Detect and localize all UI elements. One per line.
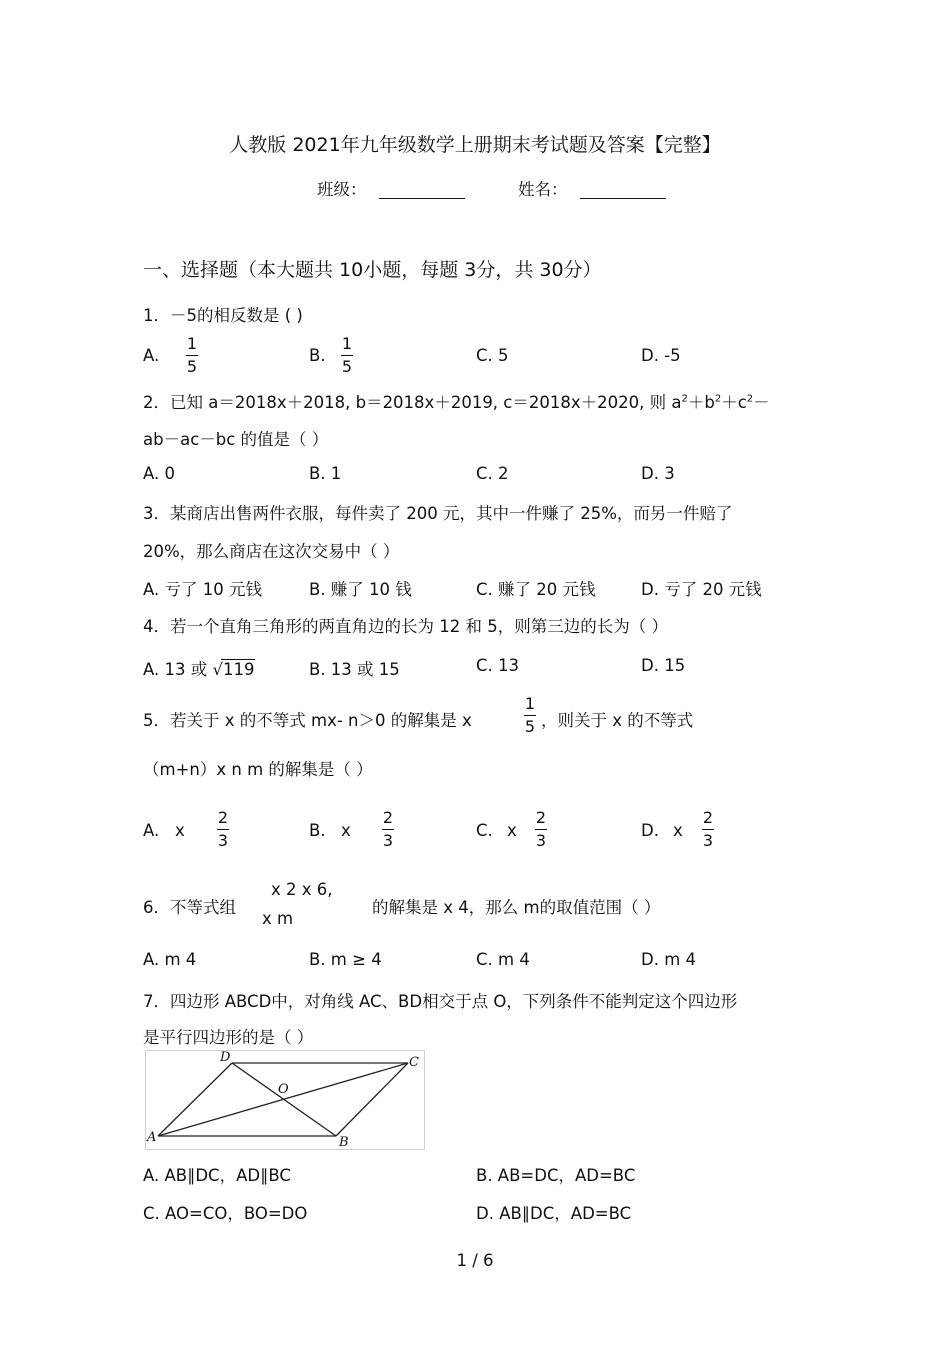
- q1-stem: 1．－5的相反数是 ( ): [143, 306, 303, 325]
- q7-stem-line1: 7．四边形 ABCD中，对角线 AC、BD相交于点 O，下列条件不能判定这个四边形: [143, 992, 738, 1011]
- q7-option-a: A. AB∥DC，AD∥BC: [143, 1166, 291, 1185]
- q5-d-denominator: 3: [702, 831, 714, 850]
- q4-option-a: [143, 656, 255, 680]
- q2-exponent-1: 2: [681, 393, 688, 405]
- fraction-bar: [382, 829, 394, 830]
- q5-option-a-label: A.: [143, 821, 160, 840]
- q5-option-b-x: x: [341, 821, 351, 840]
- q5-stem-part1: 5．若关于 x 的不等式 mx- n＞0 的解集是 x: [143, 711, 472, 730]
- q5-stem-line2: （m+n）x n m 的解集是（ ）: [143, 760, 373, 779]
- q5-d-numerator: 2: [702, 808, 714, 827]
- name-blank[interactable]: [580, 180, 666, 199]
- q1-option-a-label: A.: [143, 346, 160, 365]
- q2-stem-part4: －: [753, 393, 770, 412]
- q5-c-numerator: 2: [535, 808, 547, 827]
- q5-a-numerator: 2: [217, 808, 229, 827]
- q5-option-a-x: x: [175, 821, 185, 840]
- fraction-bar: [217, 829, 229, 830]
- q1-option-b-fraction: [341, 334, 353, 377]
- q1-b-numerator: 1: [341, 334, 353, 353]
- q5-numerator: 1: [524, 694, 536, 713]
- center-label-o: O: [278, 1082, 289, 1097]
- q2-stem: [143, 389, 770, 413]
- name-field: [518, 176, 666, 200]
- q7-option-b: B. AB=DC，AD=BC: [476, 1166, 636, 1185]
- q2-option-a: A. 0: [143, 464, 175, 483]
- q7-stem-line2: 是平行四边形的是（ ）: [143, 1028, 314, 1047]
- q4-option-d: D. 15: [641, 656, 686, 675]
- q3-stem-line2: 20%，那么商店在这次交易中（ ）: [143, 542, 400, 561]
- q5-a-denominator: 3: [217, 831, 229, 850]
- class-blank[interactable]: [379, 180, 465, 199]
- document-title: 人教版 2021年九年级数学上册期末考试题及答案【完整】: [229, 134, 721, 156]
- q5-option-c-x: x: [507, 821, 517, 840]
- q3-option-b: B. 赚了 10 钱: [309, 580, 412, 599]
- q3-option-c: C. 赚了 20 元钱: [476, 580, 596, 599]
- fraction-bar: [702, 829, 714, 830]
- q2-stem-line2: ab－ac－bc 的值是（ ）: [143, 430, 329, 449]
- q2-stem-part3: ＋c: [721, 393, 747, 412]
- q2-option-d: D. 3: [641, 464, 675, 483]
- name-label: 姓名：: [518, 180, 568, 199]
- q5-option-d-fraction: [702, 808, 714, 851]
- q1-option-b-label: B.: [309, 346, 326, 365]
- page-number: 1 / 6: [456, 1251, 494, 1270]
- q2-stem-part2: ＋b: [687, 393, 715, 412]
- q6-system-line1: x 2 x 6,: [271, 880, 333, 899]
- q6-system-line2: x m: [262, 909, 294, 928]
- vertex-label-a: A: [147, 1130, 157, 1145]
- fraction-bar: [535, 829, 547, 830]
- q3-stem-line1: 3．某商店出售两件衣服，每件卖了 200 元，其中一件赚了 25%，而另一件赔了: [143, 504, 733, 523]
- q5-option-a-fraction: [217, 808, 229, 851]
- vertex-label-c: C: [409, 1055, 419, 1070]
- fraction-bar: [341, 355, 353, 356]
- q1-a-numerator: 1: [186, 334, 198, 353]
- q4-option-b: B. 13 或 15: [309, 660, 400, 679]
- q5-b-denominator: 3: [382, 831, 394, 850]
- q4-stem: 4．若一个直角三角形的两直角边的长为 12 和 5，则第三边的长为（ ）: [143, 617, 668, 636]
- q5-option-b-label: B.: [309, 821, 326, 840]
- q6-option-d: D. m 4: [641, 950, 697, 969]
- q5-stem-part2: ，则关于 x 的不等式: [541, 711, 694, 730]
- q1-option-a-fraction: [186, 334, 198, 377]
- parallelogram-diagram: [146, 1051, 424, 1149]
- q6-suffix: 的解集是 x 4，那么 m的取值范围（ ）: [372, 898, 661, 917]
- q1-a-denominator: 5: [186, 357, 198, 376]
- q2-exponent-2: 2: [714, 393, 722, 405]
- q7-option-d: D. AB∥DC，AD=BC: [476, 1204, 632, 1223]
- q4-a-radicand: 119: [223, 660, 255, 679]
- vertex-label-d: D: [220, 1051, 231, 1065]
- q1-option-d: D. -5: [641, 346, 681, 365]
- q5-option-c-label: C.: [476, 821, 493, 840]
- diagonal-bd: [232, 1063, 336, 1136]
- q2-stem-part1: 2．已知 a＝2018x＋2018, b＝2018x＋2019, c＝2018x＋2020, 则 a: [143, 393, 682, 412]
- q6-option-c: C. m 4: [476, 950, 530, 969]
- q2-option-b: B. 1: [309, 464, 342, 483]
- q5-option-c-fraction: [535, 808, 547, 851]
- q7-option-c: C. AO=CO，BO=DO: [143, 1204, 308, 1223]
- q1-option-c: C. 5: [476, 346, 509, 365]
- class-field: [317, 176, 465, 200]
- q5-option-d-label: D.: [641, 821, 659, 840]
- fraction-bar: [186, 355, 198, 356]
- q1-b-denominator: 5: [341, 357, 353, 376]
- q5-denominator: 5: [524, 717, 536, 736]
- q2-option-c: C. 2: [476, 464, 509, 483]
- q5-stem-fraction: [524, 694, 536, 737]
- section-title: 一、选择题（本大题共 10小题，每题 3分，共 30分）: [143, 259, 602, 281]
- q3-option-a: A. 亏了 10 元钱: [143, 580, 262, 599]
- q4-option-c: C. 13: [476, 656, 520, 675]
- q5-option-b-fraction: [382, 808, 394, 851]
- class-label: 班级：: [317, 180, 367, 199]
- q4-a-prefix: A. 13 或: [143, 660, 213, 679]
- vertex-label-b: B: [339, 1135, 349, 1149]
- sqrt-icon: √: [212, 660, 223, 679]
- q6-option-a: A. m 4: [143, 950, 197, 969]
- q2-exponent-3: 2: [746, 393, 754, 405]
- fraction-bar: [524, 715, 536, 716]
- q6-option-b: B. m ≥ 4: [309, 950, 382, 969]
- parallelogram-figure: [145, 1050, 425, 1150]
- q3-option-d: D. 亏了 20 元钱: [641, 580, 762, 599]
- q5-c-denominator: 3: [535, 831, 547, 850]
- q6-prefix: 6．不等式组: [143, 898, 236, 917]
- q5-b-numerator: 2: [382, 808, 394, 827]
- q5-option-d-x: x: [673, 821, 683, 840]
